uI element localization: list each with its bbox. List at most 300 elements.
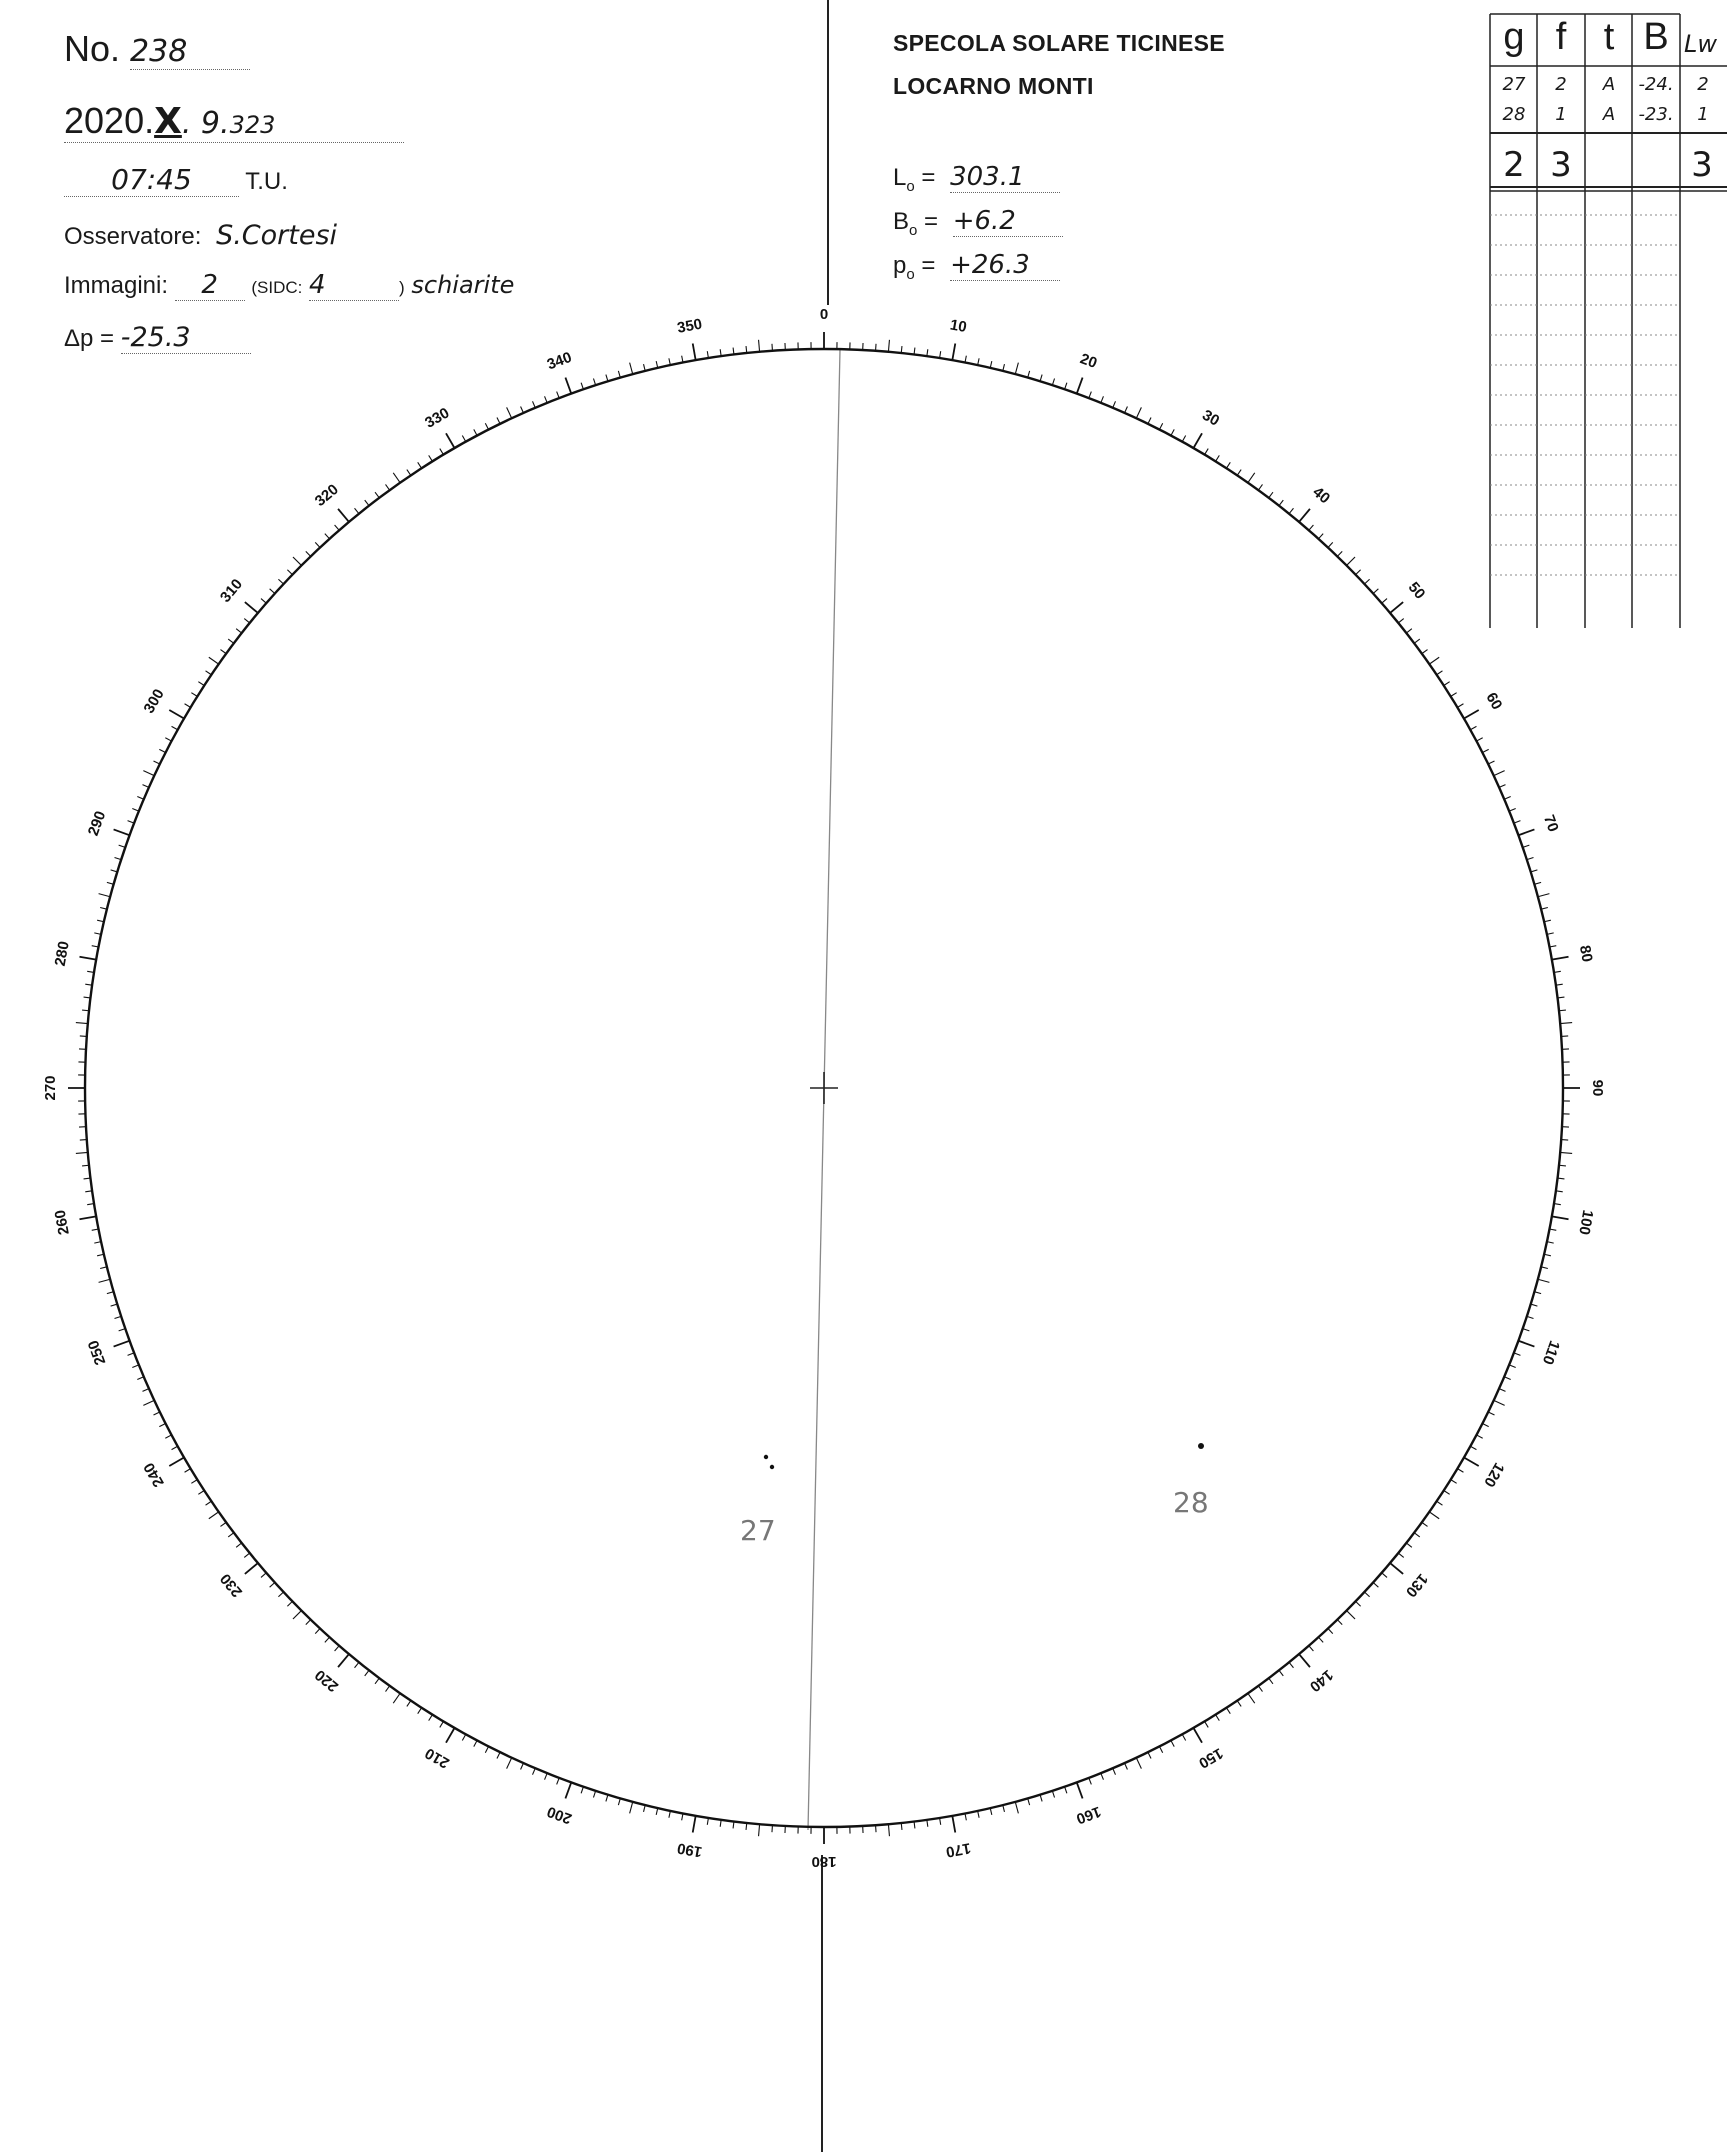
degree-tick: [92, 1229, 99, 1230]
degree-tick: [485, 1746, 488, 1752]
degree-tick: [220, 1522, 226, 1526]
sheet-number-value: 238: [130, 34, 250, 70]
degree-tick: [545, 1773, 548, 1779]
degree-tick: [1523, 1329, 1530, 1331]
degree-tick: [407, 470, 411, 476]
degree-tick: [440, 449, 444, 455]
degree-tick: [1470, 1446, 1476, 1449]
degree-tick: [82, 1010, 89, 1011]
degree-tick: [1398, 619, 1403, 623]
observation-time: [64, 163, 288, 197]
degree-tick: [1216, 455, 1220, 461]
degree-tick: [1476, 1435, 1482, 1438]
degree-tick: [1523, 845, 1530, 847]
degree-tick: [325, 534, 330, 539]
degree-tick: [446, 433, 455, 448]
date-month: X: [154, 101, 182, 142]
degree-label: 150: [1195, 1744, 1226, 1772]
degree-tick: [1444, 1490, 1450, 1494]
degree-tick: [82, 1165, 89, 1166]
degree-label: 280: [51, 939, 73, 968]
degree-label: 140: [1306, 1666, 1337, 1696]
degree-tick: [1509, 809, 1515, 812]
degree-tick: [338, 509, 349, 522]
degree-tick: [1422, 1522, 1428, 1526]
degree-tick: [1373, 1582, 1378, 1587]
degree-tick: [165, 1435, 171, 1438]
degree-tick: [1226, 1708, 1230, 1714]
degree-tick: [1269, 492, 1273, 498]
degree-tick: [1237, 470, 1241, 476]
degree-tick: [1347, 557, 1355, 565]
table-cell-t: A: [1602, 74, 1616, 95]
degree-tick: [1065, 383, 1067, 390]
degree-tick: [901, 346, 902, 353]
observer-row: [64, 220, 337, 251]
degree-tick: [143, 771, 154, 776]
degree-tick: [1347, 1611, 1355, 1619]
degree-tick: [128, 821, 135, 824]
degree-tick: [759, 1824, 760, 1836]
degree-label: 330: [422, 404, 453, 432]
degree-label: 40: [1309, 483, 1334, 508]
degree-label: 170: [944, 1839, 973, 1861]
table-cell-B: -24.: [1638, 74, 1674, 95]
L0-label: L: [893, 164, 907, 191]
degree-tick: [978, 1811, 979, 1818]
p0-row: [893, 250, 1060, 283]
degree-label: 100: [1575, 1208, 1597, 1237]
degree-tick: [1125, 1763, 1128, 1769]
degree-tick: [1527, 857, 1534, 859]
degree-tick: [1560, 1023, 1572, 1024]
degree-tick: [165, 738, 171, 741]
degree-tick: [94, 933, 101, 934]
degree-tick: [1464, 1458, 1479, 1467]
degree-tick: [1499, 1389, 1505, 1392]
degree-tick: [137, 797, 143, 800]
degree-tick: [888, 1824, 889, 1836]
B0-sub: o: [909, 221, 918, 239]
degree-tick: [1406, 629, 1412, 633]
degree-tick: [245, 602, 258, 613]
degree-tick: [418, 1708, 422, 1714]
degree-tick: [1289, 508, 1293, 513]
conditions-value: schiarite: [411, 271, 515, 299]
degree-tick: [1429, 1512, 1439, 1519]
table-header-g: g: [1503, 16, 1525, 58]
degree-tick: [1171, 1740, 1174, 1746]
degree-tick: [888, 340, 889, 352]
table-total-f: 3: [1550, 145, 1572, 185]
degree-tick: [1258, 1686, 1262, 1692]
degree-label: 10: [948, 316, 969, 337]
degree-tick: [209, 657, 219, 664]
degree-tick: [630, 1802, 633, 1814]
degree-tick: [293, 1611, 301, 1619]
degree-tick: [1309, 525, 1314, 530]
degree-tick: [1136, 407, 1141, 418]
degree-tick: [901, 1823, 902, 1830]
degree-tick: [244, 1553, 249, 1557]
degree-tick: [185, 704, 191, 708]
degree-tick: [1318, 534, 1323, 539]
degree-tick: [1518, 829, 1534, 835]
degree-tick: [1552, 957, 1569, 960]
degree-tick: [1089, 1778, 1092, 1785]
degree-tick: [76, 1152, 88, 1153]
L0-value: 303.1: [950, 162, 1060, 193]
degree-tick: [132, 809, 138, 812]
degree-tick: [593, 379, 595, 386]
degree-tick: [114, 1341, 130, 1347]
degree-tick: [99, 894, 111, 897]
degree-tick: [1414, 1533, 1420, 1537]
degree-tick: [153, 761, 159, 764]
degree-label: 320: [311, 480, 342, 510]
images-label: Immagini:: [64, 272, 169, 299]
degree-tick: [1488, 1412, 1494, 1415]
degree-tick: [1373, 589, 1378, 594]
degree-tick: [1552, 1216, 1569, 1219]
degree-label: 230: [216, 1570, 246, 1601]
images-value: 2: [175, 270, 245, 301]
degree-tick: [1113, 1768, 1116, 1774]
degree-label: 180: [811, 1853, 837, 1871]
degree-tick: [1470, 726, 1476, 729]
degree-tick: [557, 1778, 560, 1785]
degree-label: 290: [84, 808, 110, 839]
degree-tick: [245, 1563, 258, 1574]
degree-tick: [1101, 396, 1104, 402]
degree-tick: [1328, 542, 1333, 547]
degree-tick: [485, 423, 488, 429]
degree-tick: [228, 639, 234, 643]
degree-tick: [261, 599, 266, 604]
degree-tick: [429, 1715, 433, 1721]
degree-tick: [185, 1469, 191, 1473]
degree-label: 90: [1589, 1079, 1607, 1097]
degree-tick: [462, 1734, 465, 1740]
degree-tick: [429, 455, 433, 461]
degree-tick: [338, 1654, 349, 1667]
degree-tick: [115, 1316, 122, 1318]
degree-tick: [1488, 761, 1494, 764]
degree-tick: [1159, 423, 1162, 429]
degree-tick: [270, 1582, 275, 1587]
degree-tick: [462, 436, 465, 442]
degree-tick: [355, 508, 359, 513]
degree-tick: [1279, 500, 1283, 506]
degree-tick: [682, 1813, 683, 1820]
degree-label: 270: [41, 1075, 59, 1101]
degree-label: 310: [216, 575, 246, 606]
degree-tick: [682, 356, 683, 363]
degree-tick: [1289, 1662, 1293, 1667]
degree-tick: [507, 407, 512, 418]
degree-tick: [507, 1758, 512, 1769]
sunspot-group-28-spot: [1198, 1443, 1204, 1449]
table-cell-t: A: [1602, 104, 1616, 125]
degree-label: 110: [1538, 1338, 1564, 1367]
degree-tick: [1040, 1795, 1042, 1802]
degree-tick: [206, 1501, 212, 1505]
table-cell-Lw: 2: [1697, 74, 1709, 95]
degree-tick: [1509, 1365, 1515, 1368]
degree-tick: [142, 1389, 148, 1392]
degree-tick: [1429, 657, 1439, 664]
degree-tick: [1482, 749, 1488, 752]
degree-tick: [521, 1763, 524, 1769]
degree-tick: [1504, 1377, 1510, 1380]
degree-tick: [618, 1798, 620, 1805]
degree-tick: [1101, 1773, 1104, 1779]
degree-label: 340: [544, 348, 575, 374]
degree-tick: [1205, 449, 1209, 455]
degree-tick: [1437, 1501, 1443, 1505]
degree-tick: [1205, 1721, 1209, 1727]
degree-tick: [1015, 363, 1018, 375]
degree-tick: [669, 358, 670, 365]
degree-tick: [315, 1628, 320, 1633]
degree-tick: [1328, 1628, 1333, 1633]
degree-tick: [111, 1304, 118, 1306]
degree-tick: [79, 957, 96, 960]
degree-label: 210: [422, 1744, 453, 1772]
degree-label: 60: [1482, 689, 1506, 713]
degree-tick: [355, 1662, 359, 1667]
degree-tick: [759, 340, 760, 352]
degree-label: 190: [675, 1839, 704, 1861]
degree-tick: [978, 358, 979, 365]
degree-tick: [1559, 1010, 1566, 1011]
degree-tick: [220, 650, 226, 654]
degree-tick: [1390, 1563, 1403, 1574]
degree-tick: [1534, 882, 1541, 884]
degree-tick: [446, 1728, 455, 1743]
degree-tick: [1028, 1798, 1030, 1805]
degree-tick: [115, 857, 122, 859]
degree-tick: [169, 1458, 184, 1467]
B0-label: B: [893, 208, 910, 235]
degree-tick: [1171, 429, 1174, 435]
degree-tick: [107, 882, 114, 884]
degree-tick: [533, 1768, 536, 1774]
degree-tick: [261, 1573, 266, 1578]
p0-value: +26.3: [950, 250, 1060, 281]
degree-tick: [1531, 1304, 1538, 1306]
degree-tick: [306, 551, 311, 556]
degree-tick: [119, 845, 126, 847]
date-year: 2020.: [64, 100, 155, 141]
degree-tick: [236, 629, 242, 633]
degree-tick: [270, 589, 275, 594]
degree-tick: [375, 492, 379, 498]
delta-p-value: -25.3: [121, 322, 251, 354]
degree-tick: [1216, 1715, 1220, 1721]
degree-tick: [474, 429, 477, 435]
date-day: . 9.: [181, 106, 230, 141]
degree-label: 0: [819, 305, 829, 323]
degree-tick: [1482, 1423, 1488, 1426]
degree-tick: [565, 378, 571, 394]
observation-date: [64, 100, 404, 143]
degree-tick: [1364, 579, 1369, 584]
degree-tick: [1499, 785, 1505, 788]
degree-tick: [1544, 920, 1551, 922]
degree-label: 350: [675, 315, 704, 337]
degree-tick: [143, 1400, 154, 1405]
observatory-name: SPECOLA SOLARE TICINESE: [893, 30, 1225, 56]
degree-tick: [1125, 406, 1128, 412]
sidc-value: 4: [309, 270, 399, 301]
degree-tick: [236, 1543, 242, 1547]
degree-tick: [287, 1601, 292, 1606]
time-value: 07:45: [64, 163, 239, 197]
degree-tick: [1457, 704, 1463, 708]
degree-tick: [407, 1701, 411, 1707]
time-unit: T.U.: [245, 168, 288, 195]
B0-row: [893, 206, 1063, 239]
degree-tick: [335, 1646, 340, 1651]
degree-tick: [1269, 1678, 1273, 1684]
table-cell-f: 2: [1555, 74, 1567, 95]
degree-tick: [1457, 1469, 1463, 1473]
delta-p-row: [64, 322, 251, 354]
degree-tick: [159, 1423, 165, 1426]
degree-tick: [306, 1620, 311, 1625]
degree-tick: [209, 1512, 219, 1519]
degree-tick: [142, 785, 148, 788]
degree-tick: [581, 1787, 583, 1794]
date-fraction: 323: [229, 111, 276, 139]
degree-tick: [1052, 379, 1054, 386]
p0-eq: =: [921, 252, 936, 279]
sheet-number: [64, 28, 250, 70]
degree-tick: [1318, 1637, 1323, 1642]
sheet-number-label: No.: [64, 28, 121, 69]
degree-tick: [1015, 1802, 1018, 1814]
degree-tick: [1504, 797, 1510, 800]
degree-tick: [1559, 1165, 1566, 1166]
degree-tick: [97, 1254, 104, 1256]
sunspot-group-label: 27: [740, 1514, 776, 1547]
observer-value: S.Cortesi: [216, 220, 338, 251]
degree-tick: [1494, 1400, 1505, 1405]
degree-tick: [1549, 946, 1556, 947]
degree-tick: [1531, 870, 1538, 872]
degree-tick: [656, 361, 658, 368]
degree-tick: [521, 406, 524, 412]
sunspot-group-label: 28: [1173, 1486, 1209, 1519]
degree-tick: [1382, 1573, 1387, 1578]
degree-tick: [952, 343, 955, 360]
degree-label: 260: [51, 1208, 73, 1237]
degree-tick: [418, 462, 422, 468]
degree-label: 220: [311, 1666, 342, 1696]
degree-tick: [557, 392, 560, 399]
degree-tick: [97, 920, 104, 922]
degree-tick: [990, 1808, 992, 1815]
degree-tick: [1077, 1782, 1083, 1798]
degree-tick: [1544, 1254, 1551, 1256]
degree-label: 250: [84, 1337, 110, 1368]
degree-tick: [107, 1292, 114, 1294]
degree-tick: [1476, 738, 1482, 741]
degree-label: 160: [1073, 1802, 1104, 1828]
degree-label: 50: [1404, 578, 1429, 603]
degree-tick: [1538, 1279, 1550, 1282]
degree-tick: [1560, 1152, 1572, 1153]
degree-tick: [1518, 1341, 1534, 1347]
degree-tick: [119, 1329, 126, 1331]
degree-tick: [669, 1811, 670, 1818]
degree-tick: [198, 682, 204, 686]
degree-tick: [533, 401, 536, 407]
degree-tick: [228, 1533, 234, 1537]
degree-tick: [606, 1795, 608, 1802]
degree-tick: [1534, 1292, 1541, 1294]
degree-tick: [1364, 1592, 1369, 1597]
degree-tick: [1514, 1353, 1521, 1356]
degree-tick: [1406, 1543, 1412, 1547]
images-row: [64, 270, 514, 301]
degree-tick: [132, 1365, 138, 1368]
degree-tick: [198, 1490, 204, 1494]
degree-tick: [1040, 375, 1042, 382]
degree-tick: [1464, 710, 1479, 719]
degree-tick: [1444, 682, 1450, 686]
degree-tick: [137, 1377, 143, 1380]
degree-tick: [365, 500, 369, 506]
degree-tick: [746, 346, 747, 353]
degree-tick: [1182, 1734, 1185, 1740]
L0-sub: o: [906, 177, 915, 195]
degree-tick: [1309, 1646, 1314, 1651]
degree-tick: [278, 579, 283, 584]
sunspot-group-27-spot: [770, 1465, 774, 1469]
degree-tick: [1194, 433, 1203, 448]
degree-tick: [440, 1721, 444, 1727]
degree-tick: [952, 1816, 955, 1833]
table-header-f: f: [1555, 16, 1567, 58]
degree-tick: [114, 829, 130, 835]
degree-tick: [474, 1740, 477, 1746]
degree-tick: [1390, 602, 1403, 613]
table-total-Lw: 3: [1691, 145, 1713, 185]
degree-tick: [497, 1752, 500, 1758]
degree-tick: [1538, 894, 1550, 897]
degree-tick: [386, 1686, 390, 1692]
L0-row: [893, 162, 1060, 195]
degree-tick: [172, 726, 178, 729]
degree-tick: [159, 749, 165, 752]
degree-tick: [1182, 436, 1185, 442]
table-cell-g: 27: [1502, 74, 1526, 95]
degree-tick: [746, 1823, 747, 1830]
degree-tick: [965, 1813, 966, 1820]
B0-value: +6.2: [953, 206, 1063, 237]
L0-eq: =: [921, 164, 936, 191]
table-cell-g: 28: [1502, 104, 1526, 125]
degree-tick: [92, 946, 99, 947]
observatory-place: LOCARNO MONTI: [893, 73, 1094, 99]
degree-tick: [128, 1353, 135, 1356]
degree-tick: [565, 1782, 571, 1798]
p0-sub: o: [906, 265, 915, 283]
degree-tick: [581, 383, 583, 390]
degree-tick: [1514, 821, 1521, 824]
